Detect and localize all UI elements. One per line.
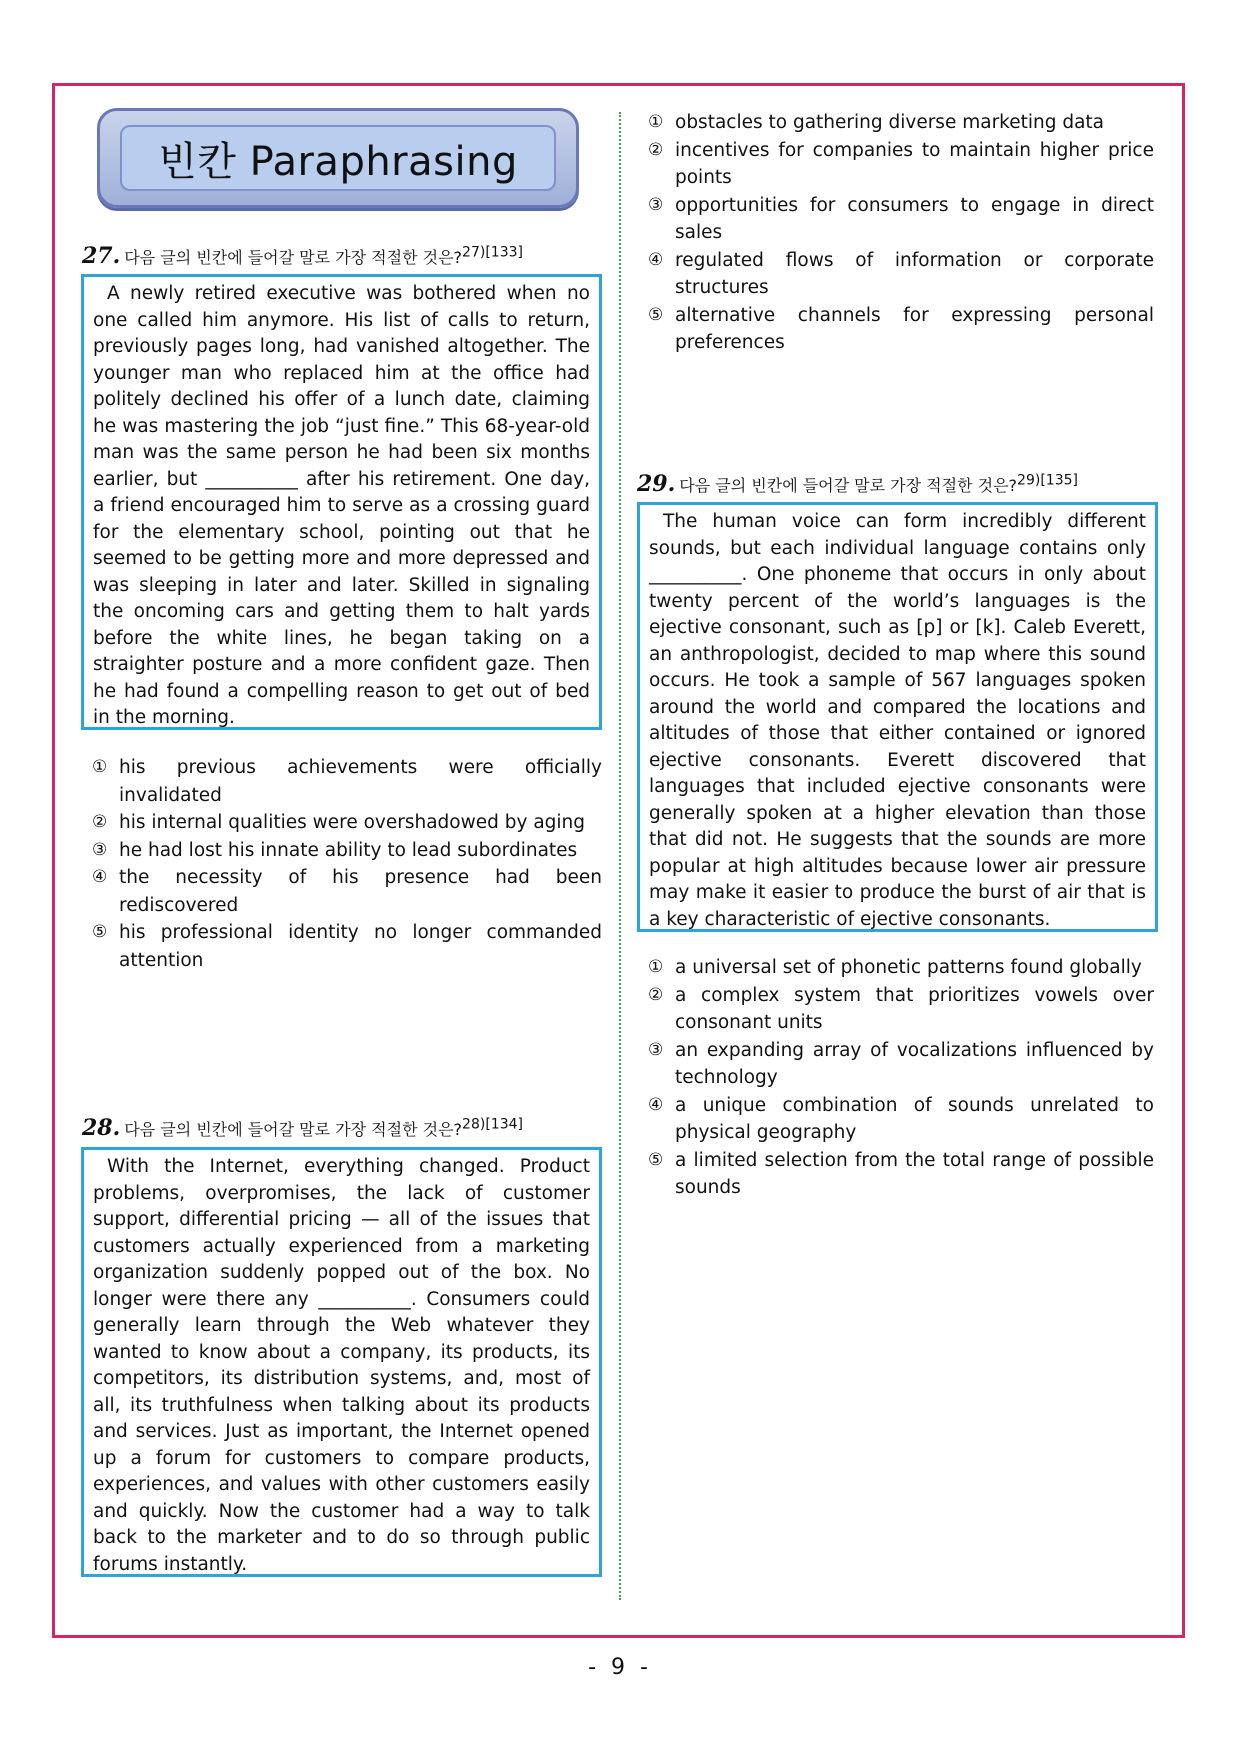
question-29-options: [648, 954, 1154, 1202]
option-marker: ①: [648, 957, 664, 977]
option-marker: ⑤: [648, 1149, 664, 1170]
option-4[interactable]: [648, 1092, 1154, 1147]
question-source: 28)[134]: [462, 1116, 523, 1133]
option-1[interactable]: [648, 109, 1154, 137]
question-instruction: 다음 글의 빈칸에 들어갈 말로 가장 적절한 것은?: [124, 1120, 463, 1139]
option-marker: ⑤: [648, 304, 664, 325]
option-marker: ③: [92, 839, 108, 860]
option-marker: ②: [648, 139, 664, 160]
passage-text: With the Internet, everything changed. Product problems, overpromises, the lack of customer support, differential pricing — all of the issues that customers actually experienced from a marketing organization suddenly popped out of the box. No longer were there any __________. Consumers could generally learn through the Web whatever they wanted to know about a company, its products, its competitors, its distribution systems, and, most of all, its truthfulness when talking about its products and services. Just as important, the Internet opened up a forum for customers to compare products, experiences, and values with other customers easily and quickly. Now the customer had a way to talk back to the marketer and to do so through public forums instantly.: [93, 1156, 590, 1575]
option-text: a limited selection from the total range of possible sounds: [675, 1149, 1154, 1198]
option-text: opportunities for consumers to engage in direct sales: [675, 194, 1154, 243]
passage-text: The human voice can form incredibly different sounds, but each individual language contains only __________. One phoneme that occurs in only about twenty percent of the world’s languages is the ejective consonant, such as [p] or [k]. Caleb Everett, an anthropologist, decided to map where this sound occurs. He took a sample of 567 languages spoken around the world and compared the locations and altitudes of those that either contained or ignored ejective consonants. Everett discovered that languages that included ejective consonants were generally spoken at a higher elevation than those that did not. He suggests that the sounds are more popular at high altitudes because lower air pressure may make it easier to produce the burst of air that is a key characteristic of ejective consonants.: [649, 511, 1146, 930]
question-27-heading: [82, 243, 523, 269]
option-2[interactable]: [648, 137, 1154, 192]
question-instruction: 다음 글의 빈칸에 들어갈 말로 가장 적절한 것은?: [679, 476, 1018, 495]
option-marker: ⑤: [92, 922, 108, 942]
option-4[interactable]: [648, 247, 1154, 302]
page-number: - 9 -: [588, 1655, 652, 1680]
option-text: obstacles to gathering diverse marketing data: [675, 112, 1105, 133]
option-marker: ①: [92, 757, 108, 777]
question-29-heading: [637, 471, 1078, 497]
option-text: a complex system that prioritizes vowels over consonant units: [675, 984, 1154, 1033]
option-text: his professional identity no longer commanded attention: [119, 922, 602, 971]
option-text: his previous achievements were officially invalidated: [119, 757, 602, 806]
question-28-passage: [81, 1147, 602, 1577]
option-text: a unique combination of sounds unrelated to physical geography: [675, 1094, 1154, 1143]
option-marker: ②: [648, 984, 664, 1005]
option-1[interactable]: [648, 954, 1154, 982]
option-text: the necessity of his presence had been rediscovered: [119, 867, 602, 916]
question-source: 27)[133]: [462, 244, 523, 261]
option-marker: ③: [648, 1039, 664, 1060]
question-29-passage: [637, 502, 1158, 932]
section-title: 빈칸 Paraphrasing: [158, 138, 518, 185]
option-3[interactable]: [648, 1037, 1154, 1092]
column-divider: [619, 112, 621, 1600]
section-title-inner: [120, 125, 556, 191]
question-28-options: [648, 109, 1154, 357]
option-2[interactable]: [92, 809, 602, 837]
question-27-passage: [81, 274, 602, 730]
question-number: 28.: [82, 1115, 121, 1141]
passage-text: A newly retired executive was bothered when no one called him anymore. His list of calls to return, previously pages long, had vanished altogether. The younger man who replaced him at the office had politely declined his offer of a lunch date, claiming he was mastering the job “just fine.” This 68-year-old man was the same person he had been six months earlier, but __________ after his retirement. One day, a friend encouraged him to serve as a crossing guard for the elementary school, pointing out that he seemed to be getting more and more depressed and was sleeping in later and later. Skilled in signaling the oncoming cars and getting them to halt yards before the white lines, he began taking on a straighter posture and a more confident gaze. Then he had found a compelling reason to get out of bed in the morning.: [93, 283, 590, 728]
option-5[interactable]: [648, 302, 1154, 357]
option-marker: ④: [648, 249, 664, 270]
question-28-heading: [82, 1115, 523, 1141]
option-marker: ①: [648, 112, 664, 132]
option-1[interactable]: [92, 754, 602, 809]
option-text: his internal qualities were overshadowed by aging: [119, 812, 586, 833]
option-text: incentives for companies to maintain higher price points: [675, 139, 1154, 188]
option-marker: ②: [92, 812, 108, 832]
option-5[interactable]: [648, 1147, 1154, 1202]
option-text: regulated flows of information or corporate structures: [675, 249, 1154, 298]
option-marker: ④: [648, 1094, 664, 1115]
question-number: 27.: [82, 243, 121, 269]
question-instruction: 다음 글의 빈칸에 들어갈 말로 가장 적절한 것은?: [124, 248, 463, 267]
option-4[interactable]: [92, 864, 602, 919]
option-3[interactable]: [92, 837, 602, 865]
question-number: 29.: [637, 471, 676, 497]
option-marker: ③: [648, 194, 664, 215]
option-text: he had lost his innate ability to lead subordinates: [119, 839, 578, 861]
section-title-badge: [97, 108, 579, 208]
option-text: alternative channels for expressing personal preferences: [675, 304, 1154, 353]
option-text: a universal set of phonetic patterns found globally: [675, 957, 1142, 978]
option-5[interactable]: [92, 919, 602, 974]
option-2[interactable]: [648, 982, 1154, 1037]
option-3[interactable]: [648, 192, 1154, 247]
option-text: an expanding array of vocalizations influenced by technology: [675, 1039, 1154, 1088]
question-source: 29)[135]: [1017, 472, 1078, 489]
option-marker: ④: [92, 867, 108, 887]
question-27-options: [92, 754, 602, 974]
